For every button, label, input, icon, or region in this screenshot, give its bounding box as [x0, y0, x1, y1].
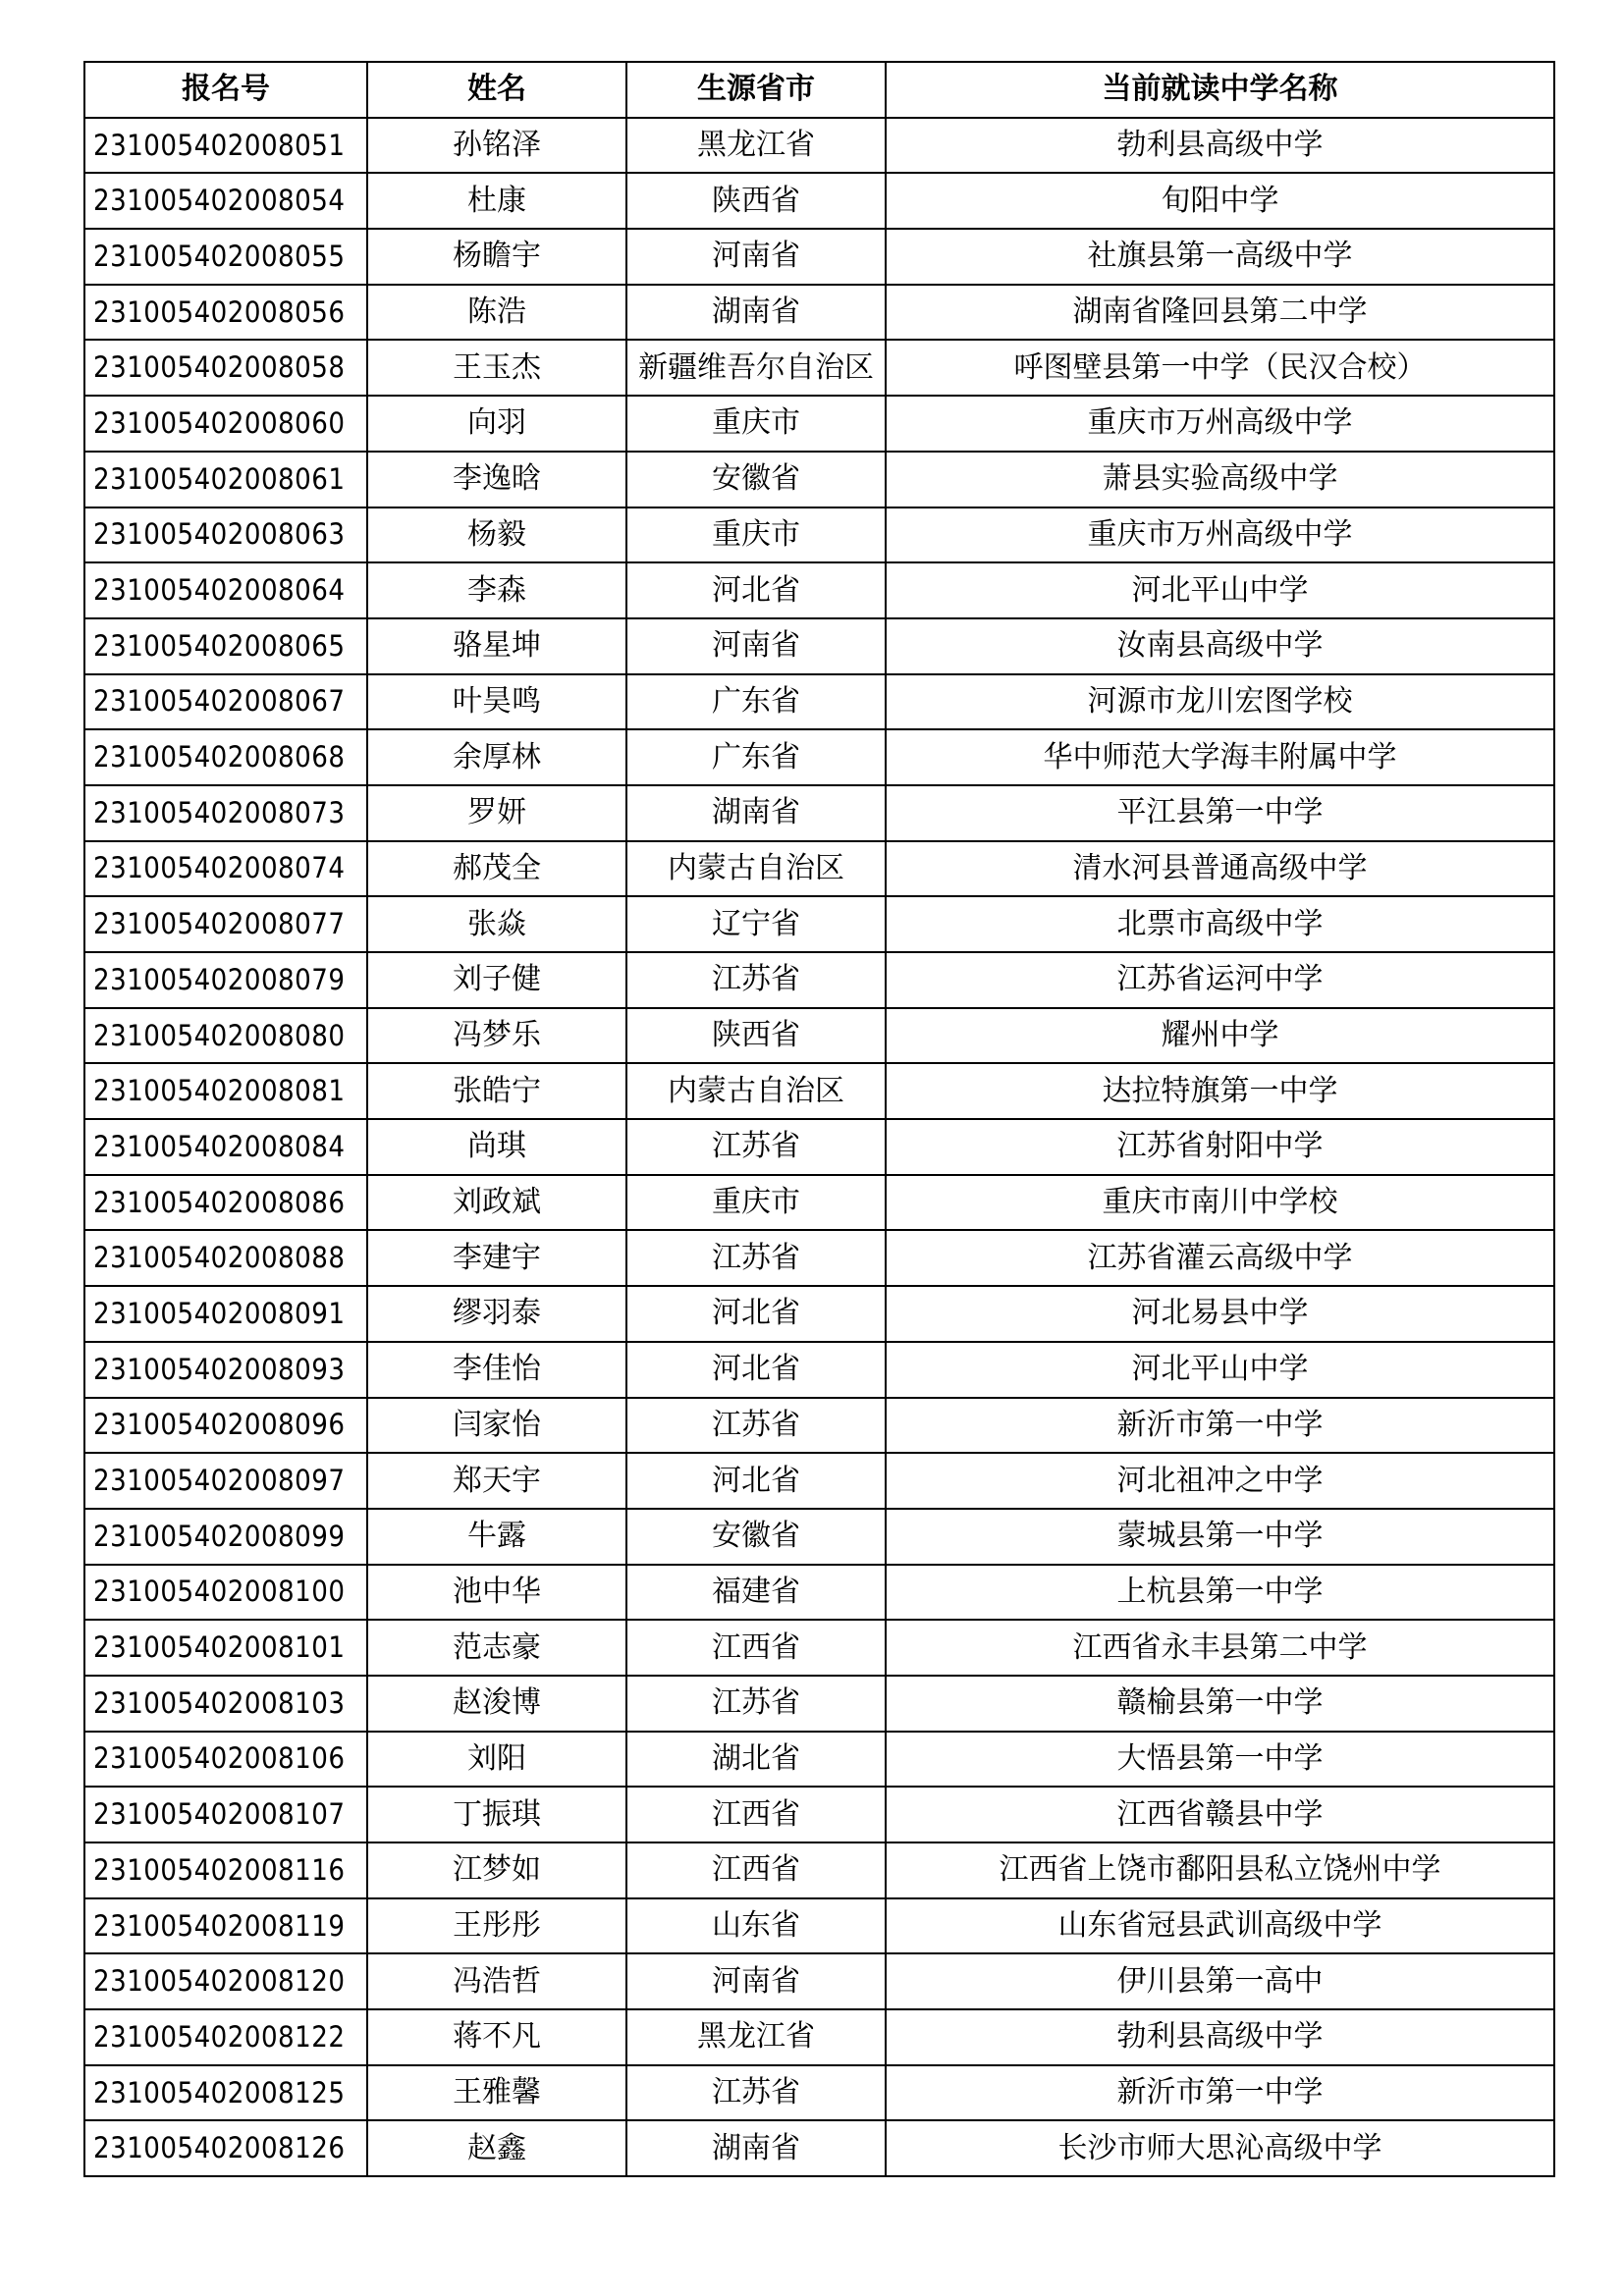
province-cell: 安徽省	[626, 1509, 886, 1565]
province-cell: 重庆市	[626, 1175, 886, 1231]
school-name-cell: 河北祖冲之中学	[886, 1453, 1554, 1509]
student-name-cell: 尚琪	[367, 1119, 626, 1175]
table-row	[84, 1898, 1554, 1954]
province-cell: 河北省	[626, 562, 886, 618]
school-name-cell: 河北易县中学	[886, 1286, 1554, 1342]
header-province: 生源省市	[626, 62, 886, 118]
registration-number-cell: 231005402008056	[84, 285, 367, 341]
school-name-cell: 华中师范大学海丰附属中学	[886, 729, 1554, 785]
province-cell: 湖南省	[626, 285, 886, 341]
table-row	[84, 729, 1554, 785]
table-row	[84, 1732, 1554, 1788]
table-row	[84, 562, 1554, 618]
school-name-cell: 勃利县高级中学	[886, 2009, 1554, 2065]
school-name-cell: 赣榆县第一中学	[886, 1676, 1554, 1732]
province-cell: 陕西省	[626, 173, 886, 229]
school-name-cell: 萧县实验高级中学	[886, 452, 1554, 507]
registration-number-cell: 231005402008067	[84, 674, 367, 730]
school-name-cell: 汝南县高级中学	[886, 618, 1554, 674]
registration-number-cell: 231005402008055	[84, 229, 367, 285]
table-row	[84, 285, 1554, 341]
registration-number-cell: 231005402008084	[84, 1119, 367, 1175]
student-name-cell: 张焱	[367, 896, 626, 952]
province-cell: 内蒙古自治区	[626, 841, 886, 897]
school-name-cell: 重庆市万州高级中学	[886, 507, 1554, 563]
school-name-cell: 平江县第一中学	[886, 785, 1554, 841]
student-name-cell: 向羽	[367, 396, 626, 452]
registration-number-cell: 231005402008107	[84, 1787, 367, 1842]
registration-number-cell: 231005402008074	[84, 841, 367, 897]
province-cell: 江西省	[626, 1620, 886, 1676]
table-body	[84, 118, 1554, 2176]
student-name-cell: 郑天宇	[367, 1453, 626, 1509]
student-name-cell: 郝茂全	[367, 841, 626, 897]
registration-number-cell: 231005402008106	[84, 1732, 367, 1788]
student-name-cell: 赵鑫	[367, 2120, 626, 2176]
school-name-cell: 江西省永丰县第二中学	[886, 1620, 1554, 1676]
province-cell: 山东省	[626, 1898, 886, 1954]
table-row	[84, 340, 1554, 396]
student-name-cell: 孙铭泽	[367, 118, 626, 174]
table-row	[84, 1286, 1554, 1342]
student-name-cell: 叶昊鸣	[367, 674, 626, 730]
school-name-cell: 耀州中学	[886, 1008, 1554, 1064]
province-cell: 湖南省	[626, 785, 886, 841]
table-row	[84, 1175, 1554, 1231]
registration-number-cell: 231005402008051	[84, 118, 367, 174]
table-row	[84, 507, 1554, 563]
student-name-cell: 江梦如	[367, 1842, 626, 1898]
province-cell: 湖南省	[626, 2120, 886, 2176]
school-name-cell: 河北平山中学	[886, 1342, 1554, 1398]
student-name-cell: 余厚林	[367, 729, 626, 785]
table-row	[84, 1398, 1554, 1454]
table-row	[84, 2009, 1554, 2065]
student-name-cell: 李逸晗	[367, 452, 626, 507]
student-name-cell: 李森	[367, 562, 626, 618]
table-row	[84, 118, 1554, 174]
registration-number-cell: 231005402008068	[84, 729, 367, 785]
registration-number-cell: 231005402008081	[84, 1063, 367, 1119]
table-row	[84, 618, 1554, 674]
school-name-cell: 河北平山中学	[886, 562, 1554, 618]
registration-number-cell: 231005402008054	[84, 173, 367, 229]
student-name-cell: 刘子健	[367, 952, 626, 1008]
registration-number-cell: 231005402008125	[84, 2065, 367, 2121]
school-name-cell: 河源市龙川宏图学校	[886, 674, 1554, 730]
table-row	[84, 1565, 1554, 1621]
school-name-cell: 达拉特旗第一中学	[886, 1063, 1554, 1119]
registration-number-cell: 231005402008097	[84, 1453, 367, 1509]
student-name-cell: 冯浩哲	[367, 1953, 626, 2009]
school-name-cell: 新沂市第一中学	[886, 2065, 1554, 2121]
student-name-cell: 骆星坤	[367, 618, 626, 674]
province-cell: 江苏省	[626, 952, 886, 1008]
registration-number-cell: 231005402008063	[84, 507, 367, 563]
school-name-cell: 江苏省灌云高级中学	[886, 1230, 1554, 1286]
province-cell: 安徽省	[626, 452, 886, 507]
school-name-cell: 新沂市第一中学	[886, 1398, 1554, 1454]
student-name-cell: 刘阳	[367, 1732, 626, 1788]
school-name-cell: 大悟县第一中学	[886, 1732, 1554, 1788]
student-name-cell: 杨瞻宇	[367, 229, 626, 285]
student-name-cell: 丁振琪	[367, 1787, 626, 1842]
registration-number-cell: 231005402008122	[84, 2009, 367, 2065]
registration-number-cell: 231005402008079	[84, 952, 367, 1008]
school-name-cell: 上杭县第一中学	[886, 1565, 1554, 1621]
student-name-cell: 赵浚博	[367, 1676, 626, 1732]
province-cell: 江苏省	[626, 1676, 886, 1732]
student-name-cell: 杨毅	[367, 507, 626, 563]
student-name-cell: 池中华	[367, 1565, 626, 1621]
student-name-cell: 缪羽泰	[367, 1286, 626, 1342]
registration-number-cell: 231005402008101	[84, 1620, 367, 1676]
table-row	[84, 1230, 1554, 1286]
registration-number-cell: 231005402008091	[84, 1286, 367, 1342]
student-name-cell: 王彤彤	[367, 1898, 626, 1954]
registration-number-cell: 231005402008099	[84, 1509, 367, 1565]
registration-number-cell: 231005402008077	[84, 896, 367, 952]
student-name-cell: 冯梦乐	[367, 1008, 626, 1064]
school-name-cell: 重庆市万州高级中学	[886, 396, 1554, 452]
student-name-cell: 刘政斌	[367, 1175, 626, 1231]
school-name-cell: 呼图壁县第一中学（民汉合校）	[886, 340, 1554, 396]
table-row	[84, 674, 1554, 730]
province-cell: 河北省	[626, 1453, 886, 1509]
table-row	[84, 1842, 1554, 1898]
school-name-cell: 清水河县普通高级中学	[886, 841, 1554, 897]
header-name: 姓名	[367, 62, 626, 118]
table-row	[84, 396, 1554, 452]
province-cell: 黑龙江省	[626, 118, 886, 174]
table-row	[84, 1676, 1554, 1732]
roster-table	[83, 61, 1555, 2177]
student-name-cell: 杜康	[367, 173, 626, 229]
table-row	[84, 1620, 1554, 1676]
school-name-cell: 长沙市师大思沁高级中学	[886, 2120, 1554, 2176]
student-name-cell: 闫家怡	[367, 1398, 626, 1454]
table-row	[84, 2065, 1554, 2121]
table-row	[84, 1008, 1554, 1064]
student-name-cell: 蒋不凡	[367, 2009, 626, 2065]
registration-number-cell: 231005402008060	[84, 396, 367, 452]
table-row	[84, 173, 1554, 229]
registration-number-cell: 231005402008120	[84, 1953, 367, 2009]
table-row	[84, 1453, 1554, 1509]
registration-number-cell: 231005402008064	[84, 562, 367, 618]
school-name-cell: 社旗县第一高级中学	[886, 229, 1554, 285]
school-name-cell: 重庆市南川中学校	[886, 1175, 1554, 1231]
province-cell: 江苏省	[626, 2065, 886, 2121]
province-cell: 江苏省	[626, 1398, 886, 1454]
table-row	[84, 2120, 1554, 2176]
registration-number-cell: 231005402008058	[84, 340, 367, 396]
school-name-cell: 北票市高级中学	[886, 896, 1554, 952]
school-name-cell: 江西省赣县中学	[886, 1787, 1554, 1842]
province-cell: 江苏省	[626, 1119, 886, 1175]
province-cell: 江西省	[626, 1787, 886, 1842]
table-row	[84, 841, 1554, 897]
table-row	[84, 896, 1554, 952]
student-name-cell: 王雅馨	[367, 2065, 626, 2121]
province-cell: 重庆市	[626, 507, 886, 563]
province-cell: 辽宁省	[626, 896, 886, 952]
province-cell: 广东省	[626, 729, 886, 785]
student-name-cell: 陈浩	[367, 285, 626, 341]
province-cell: 河南省	[626, 229, 886, 285]
school-name-cell: 伊川县第一高中	[886, 1953, 1554, 2009]
province-cell: 福建省	[626, 1565, 886, 1621]
header-registration-number: 报名号	[84, 62, 367, 118]
registration-number-cell: 231005402008119	[84, 1898, 367, 1954]
registration-number-cell: 231005402008103	[84, 1676, 367, 1732]
registration-number-cell: 231005402008126	[84, 2120, 367, 2176]
table-header	[84, 62, 1554, 118]
province-cell: 内蒙古自治区	[626, 1063, 886, 1119]
school-name-cell: 蒙城县第一中学	[886, 1509, 1554, 1565]
province-cell: 河南省	[626, 618, 886, 674]
student-name-cell: 范志豪	[367, 1620, 626, 1676]
school-name-cell: 勃利县高级中学	[886, 118, 1554, 174]
registration-number-cell: 231005402008100	[84, 1565, 367, 1621]
province-cell: 黑龙江省	[626, 2009, 886, 2065]
table-row	[84, 952, 1554, 1008]
registration-number-cell: 231005402008065	[84, 618, 367, 674]
registration-number-cell: 231005402008088	[84, 1230, 367, 1286]
table-row	[84, 1342, 1554, 1398]
province-cell: 河南省	[626, 1953, 886, 2009]
province-cell: 新疆维吾尔自治区	[626, 340, 886, 396]
province-cell: 河北省	[626, 1286, 886, 1342]
school-name-cell: 旬阳中学	[886, 173, 1554, 229]
province-cell: 河北省	[626, 1342, 886, 1398]
registration-number-cell: 231005402008080	[84, 1008, 367, 1064]
province-cell: 广东省	[626, 674, 886, 730]
province-cell: 江苏省	[626, 1230, 886, 1286]
registration-number-cell: 231005402008116	[84, 1842, 367, 1898]
student-name-cell: 罗妍	[367, 785, 626, 841]
province-cell: 江西省	[626, 1842, 886, 1898]
table-row	[84, 229, 1554, 285]
student-name-cell: 牛露	[367, 1509, 626, 1565]
school-name-cell: 江西省上饶市鄱阳县私立饶州中学	[886, 1842, 1554, 1898]
student-name-cell: 李建宇	[367, 1230, 626, 1286]
registration-number-cell: 231005402008093	[84, 1342, 367, 1398]
header-school: 当前就读中学名称	[886, 62, 1554, 118]
school-name-cell: 江苏省运河中学	[886, 952, 1554, 1008]
table-row	[84, 452, 1554, 507]
table-row	[84, 1509, 1554, 1565]
table-row	[84, 1063, 1554, 1119]
header-row	[84, 62, 1554, 118]
province-cell: 湖北省	[626, 1732, 886, 1788]
table-row	[84, 785, 1554, 841]
table-row	[84, 1787, 1554, 1842]
school-name-cell: 江苏省射阳中学	[886, 1119, 1554, 1175]
province-cell: 陕西省	[626, 1008, 886, 1064]
registration-number-cell: 231005402008061	[84, 452, 367, 507]
table-row	[84, 1119, 1554, 1175]
student-name-cell: 王玉杰	[367, 340, 626, 396]
table-row	[84, 1953, 1554, 2009]
registration-number-cell: 231005402008073	[84, 785, 367, 841]
registration-number-cell: 231005402008096	[84, 1398, 367, 1454]
student-name-cell: 李佳怡	[367, 1342, 626, 1398]
province-cell: 重庆市	[626, 396, 886, 452]
registration-number-cell: 231005402008086	[84, 1175, 367, 1231]
school-name-cell: 山东省冠县武训高级中学	[886, 1898, 1554, 1954]
school-name-cell: 湖南省隆回县第二中学	[886, 285, 1554, 341]
student-name-cell: 张皓宁	[367, 1063, 626, 1119]
